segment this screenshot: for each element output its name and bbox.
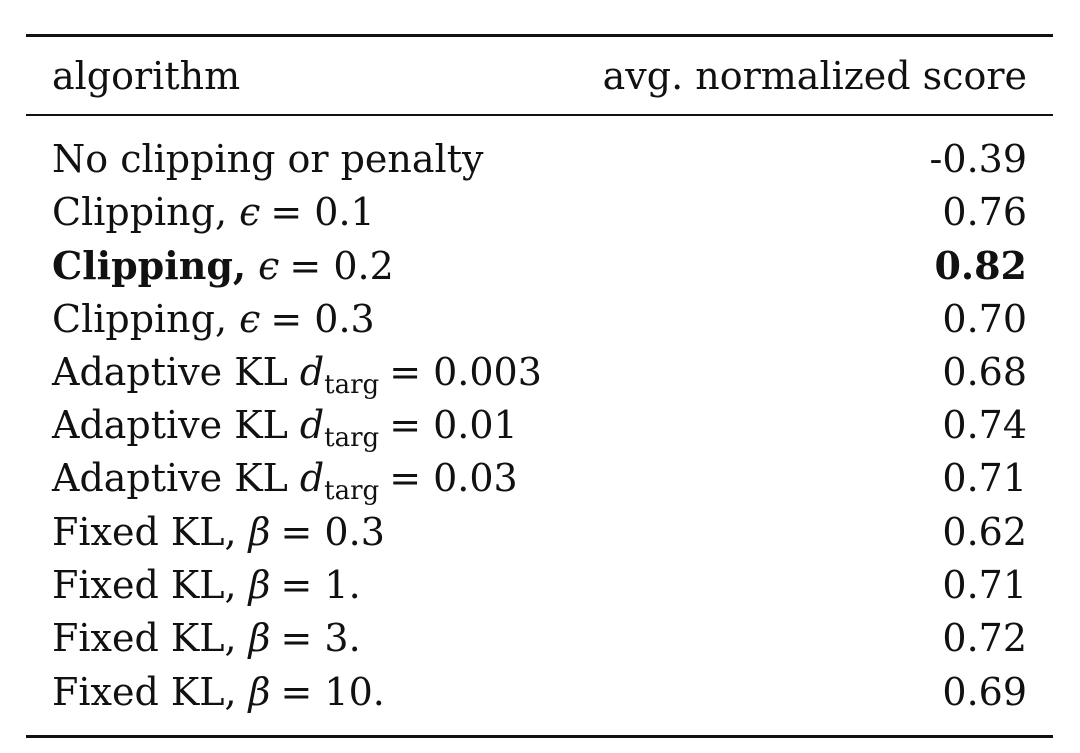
parameter-expression [249, 563, 361, 607]
parameter-expression [258, 244, 394, 288]
parameter-value: = 0.01 [389, 403, 518, 448]
parameter-expression [249, 616, 361, 660]
header-algorithm: algorithm [52, 53, 241, 98]
parameter-expression [249, 670, 385, 714]
table-row [26, 665, 1053, 718]
algorithm-cell [52, 297, 375, 341]
parameter-expression [249, 510, 385, 554]
table-header [26, 37, 1053, 114]
parameter-value: = 0.3 [280, 509, 385, 554]
table-row [26, 345, 1053, 398]
parameter-expression [299, 456, 518, 507]
bottom-rule [26, 735, 1053, 738]
algorithm-name: Adaptive KL [52, 349, 288, 394]
parameter-subscript: targ [324, 423, 380, 454]
algorithm-cell [52, 670, 385, 714]
table-row [26, 452, 1053, 505]
score-cell: 0.62 [942, 509, 1027, 554]
algorithm-cell [52, 403, 518, 454]
algorithm-cell [52, 563, 361, 607]
table-row [26, 398, 1053, 454]
table-row [26, 185, 1053, 238]
score-cell: 0.68 [942, 349, 1027, 394]
parameter-symbol: ϵ [258, 243, 280, 288]
algorithm-name: Fixed KL, [52, 616, 237, 661]
parameter-symbol: ϵ [239, 296, 261, 341]
parameter-symbol: ϵ [239, 189, 261, 234]
parameter-symbol: β [248, 669, 271, 714]
table-row [26, 132, 1053, 185]
score-cell: 0.72 [942, 616, 1027, 661]
parameter-symbol: d [299, 456, 325, 501]
algorithm-name: Adaptive KL [52, 456, 288, 501]
algorithm-name: Clipping, [52, 189, 228, 234]
score-cell: 0.69 [942, 669, 1027, 714]
parameter-subscript: targ [324, 369, 380, 400]
algorithm-cell [52, 510, 385, 554]
results-table [26, 34, 1053, 738]
algorithm-cell [52, 243, 394, 288]
parameter-symbol: d [299, 403, 325, 448]
parameter-symbol: d [299, 349, 325, 394]
parameter-value: = 3. [280, 616, 361, 661]
algorithm-name: Fixed KL, [52, 563, 237, 608]
parameter-value: = 0.1 [270, 189, 375, 234]
score-cell: 0.70 [942, 296, 1027, 341]
parameter-expression [299, 403, 518, 454]
parameter-expression [299, 349, 542, 400]
table-row [26, 558, 1053, 611]
parameter-expression [239, 297, 375, 341]
algorithm-cell [52, 349, 542, 400]
algorithm-cell [52, 190, 375, 234]
score-cell: 0.74 [942, 403, 1027, 448]
algorithm-cell [52, 456, 518, 507]
score-cell: 0.71 [942, 456, 1027, 501]
score-cell: 0.76 [942, 189, 1027, 234]
table-body [26, 116, 1053, 735]
parameter-value: = 10. [280, 669, 385, 714]
algorithm-name: No clipping or penalty [52, 136, 484, 181]
algorithm-name: Fixed KL, [52, 509, 237, 554]
score-cell: -0.39 [929, 136, 1027, 181]
parameter-value: = 0.003 [389, 349, 542, 394]
algorithm-name: Clipping, [52, 296, 228, 341]
score-cell: 0.82 [934, 242, 1027, 288]
algorithm-name: Fixed KL, [52, 669, 237, 714]
parameter-symbol: β [248, 616, 271, 661]
algorithm-cell [52, 137, 483, 181]
parameter-symbol: β [248, 509, 271, 554]
parameter-value: = 0.03 [389, 456, 518, 501]
parameter-subscript: targ [324, 476, 380, 507]
parameter-value: = 0.3 [270, 296, 375, 341]
algorithm-name: Adaptive KL [52, 403, 288, 448]
table-row [26, 612, 1053, 665]
table-row [26, 505, 1053, 558]
header-score: avg. normalized score [602, 53, 1027, 98]
table-row [26, 292, 1053, 345]
parameter-value: = 0.2 [289, 243, 394, 288]
table-row [26, 239, 1053, 292]
parameter-expression [239, 190, 375, 234]
parameter-symbol: β [248, 563, 271, 608]
parameter-value: = 1. [280, 563, 361, 608]
algorithm-name: Clipping, [52, 242, 247, 288]
score-cell: 0.71 [942, 563, 1027, 608]
algorithm-cell [52, 616, 361, 660]
